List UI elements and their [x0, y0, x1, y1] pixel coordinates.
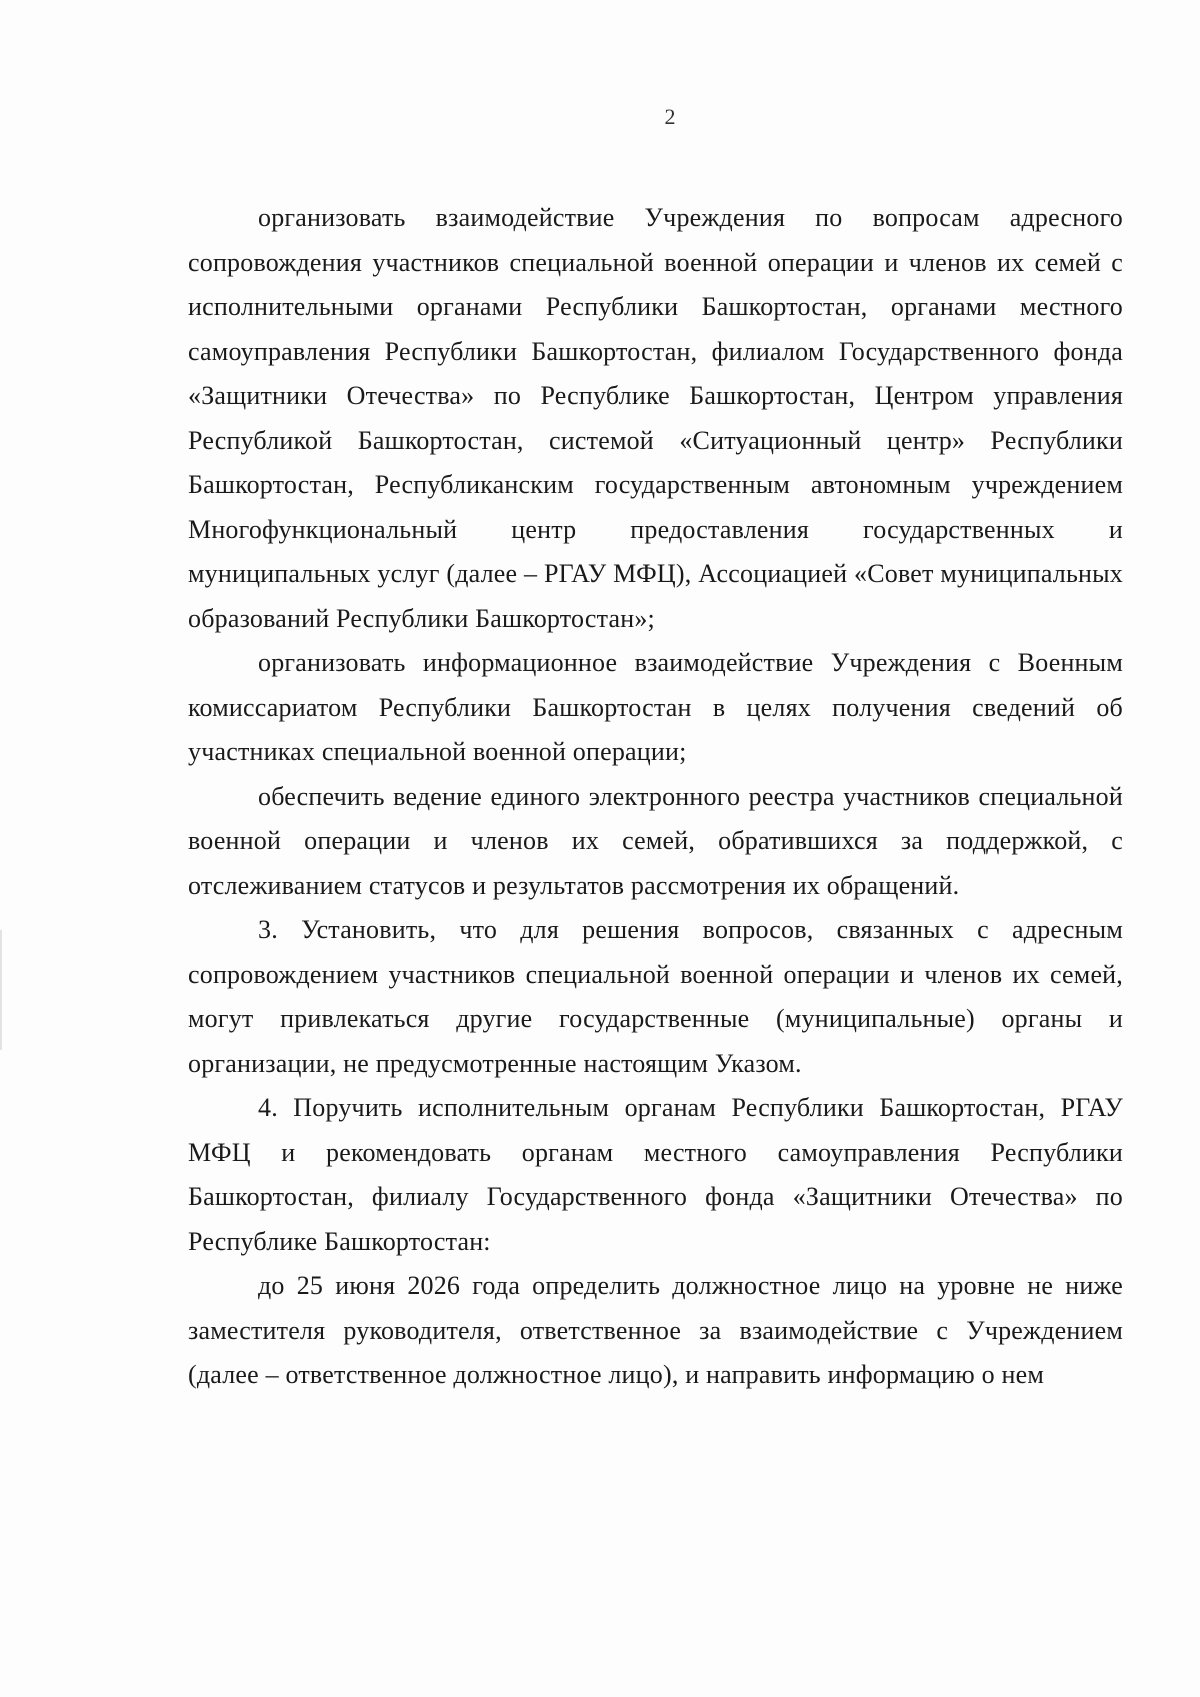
page-number: 2: [664, 104, 676, 129]
paragraph-item-4: 4. Поручить исполнительным органам Республики Башкортостан, РГАУ МФЦ и рекомендовать органам местного самоуправления Республики Башкортостан, филиалу Государственного фонда «Защитники Отечества» по Республике Башкортостан:: [188, 1093, 1123, 1256]
paragraph-interaction: организовать взаимодействие Учреждения по вопросам адресного сопровождения участников специальной военной операции и членов их семей с исполнительными органами Республики Башкортостан, органами местного самоуправления Республики Башкортостан, филиалом Государственного фонда «Защитники Отечества» по Республике Башкортостан, Центром управления Республикой Башкортостан, системой «Ситуационный центр» Республики Башкортостан, Республиканским государственным автономным учреждением Многофункциональный центр предоставления государственных и муниципальных услуг (далее – РГАУ МФЦ), Ассоциацией «Совет муниципальных образований Республики Башкортостан»;: [188, 203, 1123, 633]
paragraph-registry: обеспечить ведение единого электронного реестра участников специальной военной операции и членов их семей, обратившихся за поддержкой, с отслеживанием статусов и результатов рассмотрения их обращений.: [188, 781, 1123, 900]
paragraph-deadline: до 25 июня 2026 года определить должностное лицо на уровне не ниже заместителя руководителя, ответственное за взаимодействие с Учреждением (далее – ответственное должностное лицо), и направить информацию о нем: [188, 1271, 1123, 1389]
paragraph-info-exchange: организовать информационное взаимодействие Учреждения с Военным комиссариатом Республики Башкортостан в целях получения сведений об участниках специальной военной операции;: [188, 648, 1123, 766]
scan-artifact: [0, 930, 2, 1050]
document-body: [188, 196, 1123, 1398]
paragraph-item-3: 3. Установить, что для решения вопросов, связанных с адресным сопровождением участников специальной военной операции и членов их семей, могут привлекаться другие государственные (муниципальные) органы и организации, не предусмотренные настоящим Указом.: [188, 915, 1123, 1078]
